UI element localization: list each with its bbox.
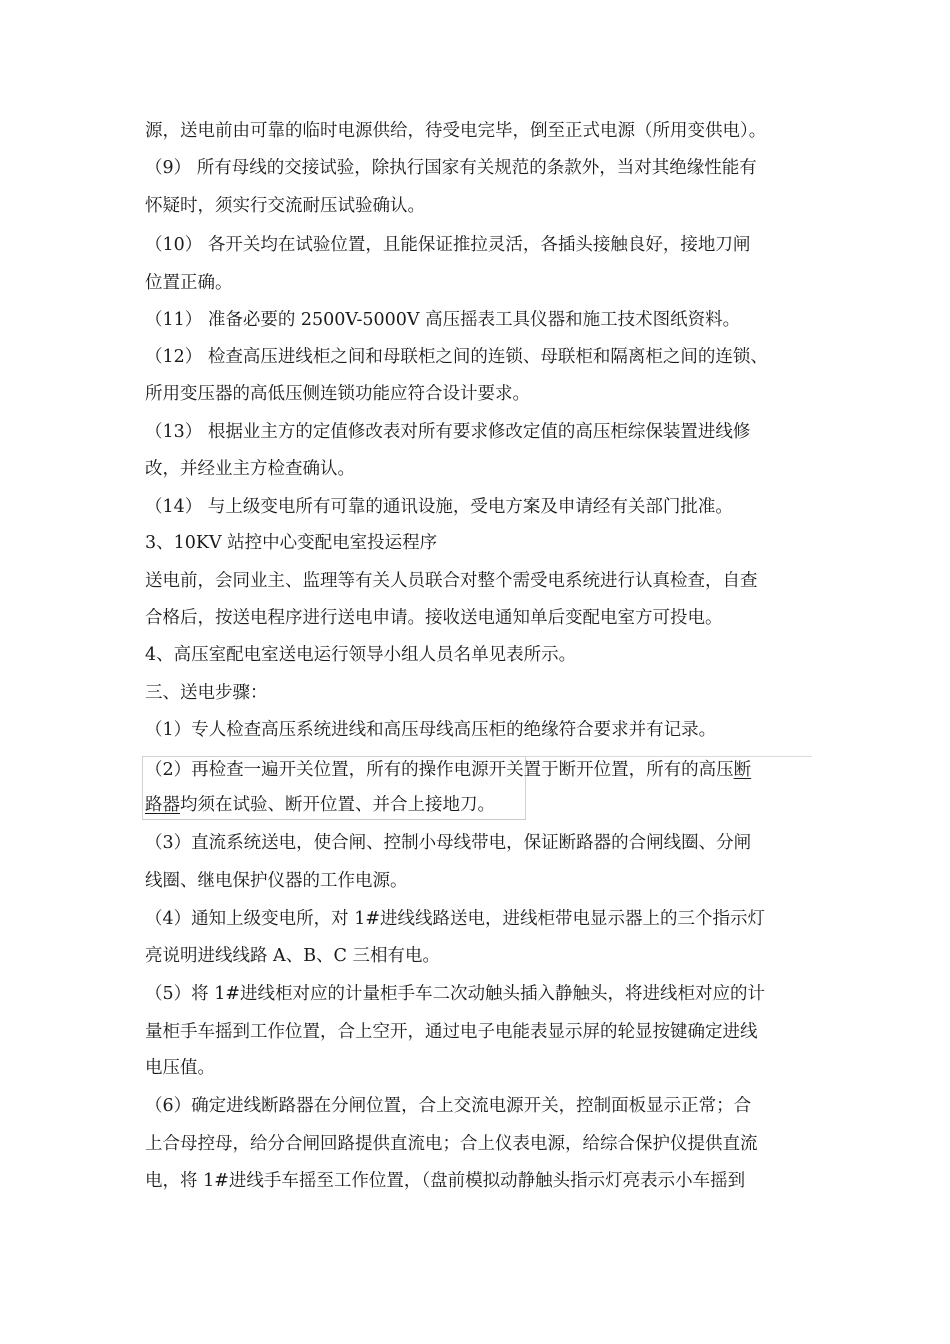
text-line: （6）确定进线断路器在分闸位置，合上交流电源开关，控制面板显示正常；合: [145, 1096, 752, 1116]
text-line: 线圈、继电保护仪器的工作电源。: [145, 871, 408, 891]
text-line: （3）直流系统送电，使合闸、控制小母线带电，保证断路器的合闸线圈、分闸: [145, 833, 752, 853]
text-line: （4）通知上级变电所，对 1#进线线路送电，进线柜带电显示器上的三个指示灯: [145, 909, 765, 929]
section-heading: 三、送电步骤：: [145, 683, 268, 703]
text-line: [145, 792, 495, 818]
text-line: （10） 各开关均在试验位置，且能保证推拉灵活，各插头接触良好，接地刀闸: [145, 235, 751, 255]
text-line: 电压值。: [145, 1058, 215, 1078]
text-line: 亮说明进线线路 A、B、C 三相有电。: [145, 946, 441, 966]
text-line: （1）专人检查高压系统进线和高压母线高压柜的绝缘符合要求并有记录。: [145, 720, 717, 740]
text-line: （9） 所有母线的交接试验，除执行国家有关规范的条款外，当对其绝缘性能有: [145, 158, 757, 178]
text-line: （13） 根据业主方的定值修改表对所有要求修改定值的高压柜综保装置进线修: [145, 422, 751, 442]
text-line: 所用变压器的高低压侧连锁功能应符合设计要求。: [145, 384, 530, 404]
text-line: 源，送电前由可靠的临时电源供给，待受电完毕，倒至正式电源（所用变供电）。: [145, 121, 767, 141]
text-line: 怀疑时，须实行交流耐压试验确认。: [145, 196, 425, 216]
text-line: 改，并经业主方检查确认。: [145, 459, 355, 479]
text-line: （14） 与上级变电所有可靠的通讯设施，受电方案及申请经有关部门批准。: [145, 497, 733, 517]
section-heading: 3、10KV 站控中心变配电室投运程序: [145, 533, 438, 553]
section-heading: 4、高压室配电室送电运行领导小组人员名单见表所示。: [145, 645, 577, 665]
text-line: 电，将 1#进线手车摇至工作位置，（盘前模拟动静触头指示灯亮表示小车摇到: [145, 1171, 746, 1191]
text-line: （5）将 1#进线柜对应的计量柜手车二次动触头插入静触头，将进线柜对应的计: [145, 984, 765, 1004]
text-segment: （2）再检查一遍开关位置，所有的操作电源开关置于断开位置，所有的高压: [145, 760, 734, 780]
text-line: （11） 准备必要的 2500V-5000V 高压摇表工具仪器和施工技术图纸资料。: [145, 310, 741, 330]
text-line: （12） 检查高压进线柜之间和母联柜之间的连锁、母联柜和隔离柜之间的连锁、: [145, 347, 768, 367]
underlined-term: 断: [733, 760, 752, 780]
text-segment: 均须在试验、断开位置、并合上接地刀。: [180, 795, 495, 815]
text-line: [145, 757, 751, 783]
text-line: 合格后，按送电程序进行送电申请。接收送电通知单后变配电室方可投电。: [145, 608, 723, 628]
underlined-term: 路器: [145, 795, 180, 815]
text-line: 位置正确。: [145, 273, 233, 293]
text-line: 上合母控母，给分合闸回路提供直流电；合上仪表电源，给综合保护仪提供直流: [145, 1134, 758, 1154]
text-line: 量柜手车摇到工作位置，合上空开，通过电子电能表显示屏的轮显按键确定进线: [145, 1022, 758, 1042]
text-line: 送电前，会同业主、监理等有关人员联合对整个需受电系统进行认真检查，自查: [145, 571, 758, 591]
